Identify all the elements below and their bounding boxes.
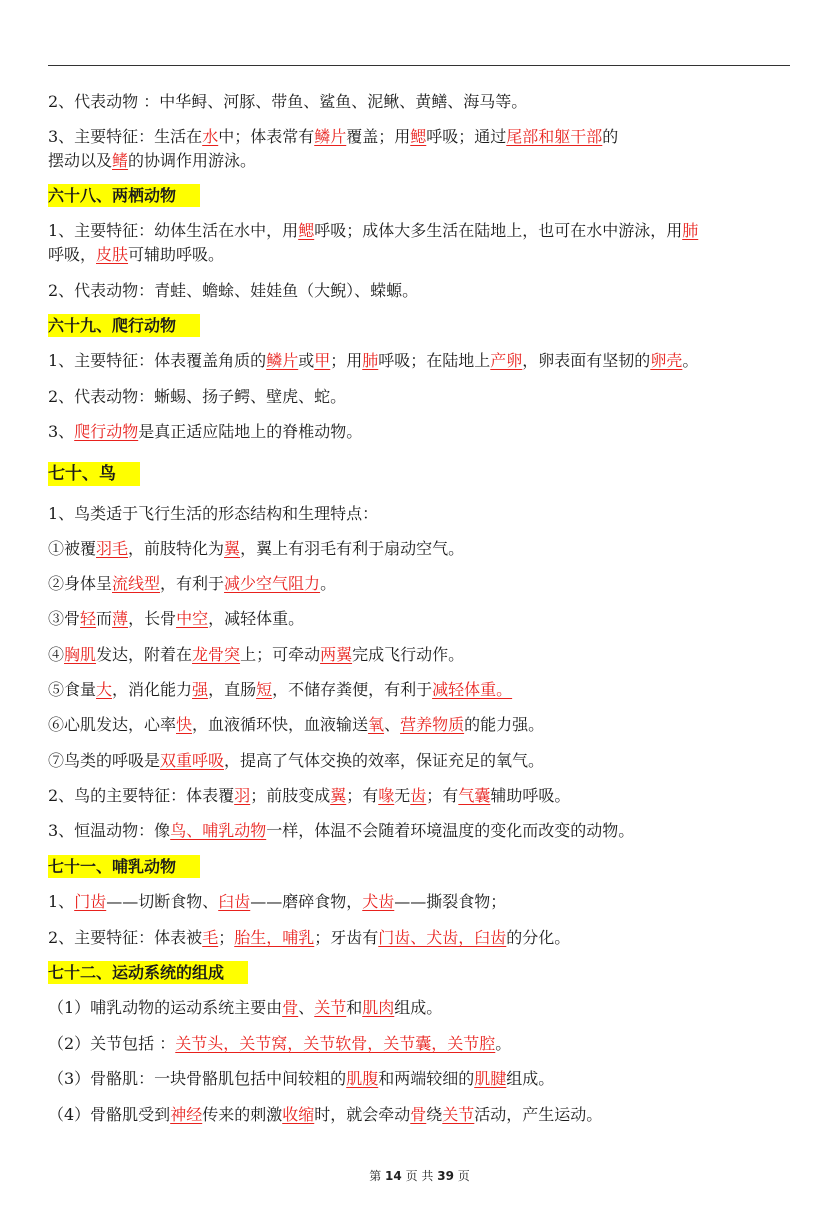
s70-line1: 1、鸟类适于飞行生活的形态结构和生理特点： (48, 504, 379, 523)
s72-heading: 七十二、运动系统的组成 (48, 961, 248, 985)
s67-line3: 3、主要特征：生活在水中；体表常有鳞片覆盖；用鳃呼吸；通过尾部和躯干部的 (48, 127, 619, 146)
s69-line1: 1、主要特征：体表覆盖角质的鳞片或甲；用肺呼吸；在陆地上产卵，卵表面有坚韧的卵壳。 (48, 351, 699, 370)
s70-heading: 七十、鸟 (48, 462, 140, 486)
s70-line2: 2、鸟的主要特征：体表覆羽；前肢变成翼；有喙无齿；有气囊辅助呼吸。 (48, 786, 571, 805)
s72-line1: （1）哺乳动物的运动系统主要由骨、关节和肌肉组成。 (48, 998, 443, 1017)
s69-line3: 3、爬行动物是真正适应陆地上的脊椎动物。 (48, 422, 363, 441)
s68-line1: 1、主要特征：幼体生活在水中，用鳃呼吸；成体大多生活在陆地上，也可在水中游泳，用肺 (48, 221, 699, 240)
s70-point6: ⑥心肌发达，心率快，血液循环快，血液输送氧、营养物质的能力强。 (48, 715, 545, 734)
current-page: 14 (385, 1169, 402, 1183)
s68-line1-cont: 呼吸，皮肤可辅助呼吸。 (48, 245, 225, 264)
total-pages: 39 (437, 1169, 454, 1183)
header-rule (48, 65, 790, 66)
s70-line3: 3、恒温动物：像鸟、哺乳动物一样，体温不会随着环境温度的变化而改变的动物。 (48, 821, 635, 840)
s71-line2: 2、主要特征：体表被毛；胎生，哺乳；牙齿有门齿、犬齿，臼齿的分化。 (48, 928, 571, 947)
s67-line3-cont: 摆动以及鳍的协调作用游泳。 (48, 151, 257, 170)
s70-point4: ④胸肌发达，附着在龙骨突上；可牵动两翼完成飞行动作。 (48, 645, 465, 664)
s70-point5: ⑤食量大，消化能力强，直肠短，不储存粪便，有利于减轻体重。 (48, 680, 513, 699)
s67-line2: 2、代表动物 ：中华鲟、河豚、带鱼、鲨鱼、泥鳅、黄鳝、海马等。 (48, 92, 528, 111)
s72-line2: （2）关节包括 ：关节头，关节窝，关节软骨，关节囊，关节腔。 (48, 1034, 512, 1053)
page-footer: 第 14 页 共 39 页 (369, 1169, 470, 1183)
s68-heading: 六十八、两栖动物 (48, 184, 200, 208)
s72-line3: （3）骨骼肌：一块骨骼肌包括中间较粗的肌腹和两端较细的肌腱组成。 (48, 1069, 555, 1088)
s69-line2: 2、代表动物：蜥蜴、扬子鳄、壁虎、蛇。 (48, 387, 347, 406)
s71-line1: 1、门齿——切断食物、臼齿——磨碎食物，犬齿——撕裂食物； (48, 892, 507, 911)
s68-line2: 2、代表动物：青蛙、蟾蜍、娃娃鱼（大鲵）、蝾螈。 (48, 281, 419, 300)
s69-heading: 六十九、爬行动物 (48, 314, 200, 338)
s70-point3: ③骨轻而薄，长骨中空，减轻体重。 (48, 609, 305, 628)
s70-point1: ①被覆羽毛，前肢特化为翼，翼上有羽毛有利于扇动空气。 (48, 539, 465, 558)
s71-heading: 七十一、哺乳动物 (48, 855, 200, 879)
s70-point2: ②身体呈流线型，有利于减少空气阻力。 (48, 574, 337, 593)
s72-line4: （4）骨骼肌受到神经传来的刺激收缩时，就会牵动骨绕关节活动，产生运动。 (48, 1105, 603, 1124)
s70-point7: ⑦鸟类的呼吸是双重呼吸，提高了气体交换的效率，保证充足的氧气。 (48, 751, 545, 770)
